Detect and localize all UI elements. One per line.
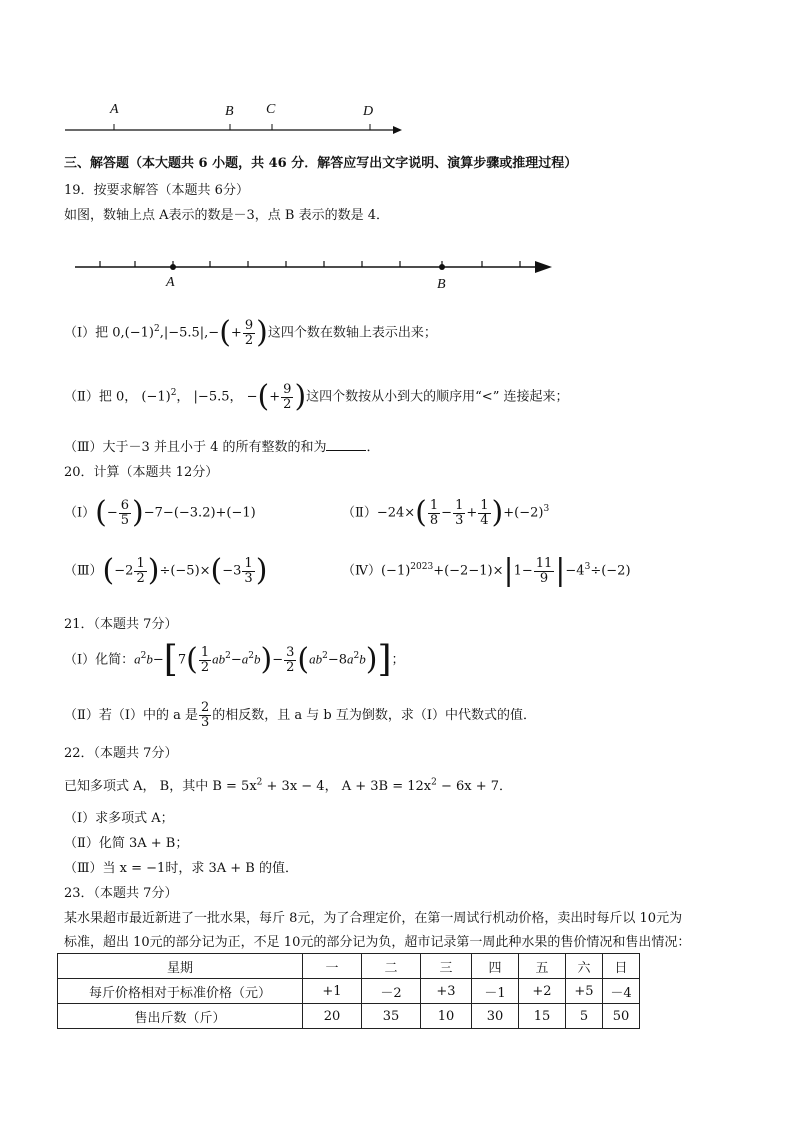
q20-title: 20．计算（本题共 12分）	[64, 465, 219, 480]
q22-intro: 已知多项式 A， B，其中 $B = 5x^2 + 3x - 4$， $A + 3B = 12x^2 - 6x + 7$．	[64, 777, 513, 794]
table-cell: +5	[566, 979, 603, 1004]
table-cell: 每斤价格相对于标准价格（元）	[58, 979, 303, 1004]
q21-part1: （Ⅰ）化简：$a^2b-[7$( $\frac{1}{2}$ $ab^2-a^2b)-$ $\frac{3}{2}$ $(ab^2-8a^2b)$]；	[64, 639, 405, 680]
q23-para2: 标准，超出 10元的部分记为正，不足 10元的部分记为负，超市记录第一周此种水果的售价情况和售出情况：	[64, 935, 691, 950]
q19-label-b: B	[437, 277, 446, 292]
q22-title: 22．（本题共 7分）	[64, 746, 178, 761]
table-cell: 五	[519, 954, 566, 979]
table-cell: 35	[362, 1004, 421, 1029]
q19-label-a: A	[166, 275, 175, 290]
point-label-b: B	[225, 104, 234, 119]
table-cell: 5	[566, 1004, 603, 1029]
q20-expr-2: （Ⅱ）−24×( $\frac{1}{8}$ − $\frac{1}{3}$ + $\frac{1}{4}$ )$+(-2)^3$	[342, 495, 550, 530]
table-cell: 四	[472, 954, 519, 979]
point-label-a: A	[110, 102, 119, 117]
point-label-c: C	[266, 102, 276, 117]
q23-title: 23．（本题共 7分）	[64, 886, 178, 901]
table-cell: 15	[519, 1004, 566, 1029]
table-cell: －2	[362, 979, 421, 1004]
table-row	[58, 1004, 640, 1029]
q22-part1: （Ⅰ）求多项式 A；	[64, 811, 174, 826]
q22-part2: （Ⅱ）化简 3A + B；	[64, 836, 189, 851]
table-cell: 售出斤数（斤）	[58, 1004, 303, 1029]
table-cell: 30	[472, 1004, 519, 1029]
table-cell: +1	[303, 979, 362, 1004]
table-cell: 20	[303, 1004, 362, 1029]
table-cell: 二	[362, 954, 421, 979]
q20-expr-4: $(Ⅳ)(-1)^{2023}+(-2-1)\times|1-$ $\frac{11}{9}$ $|-4^3\div(-2)$	[342, 553, 631, 588]
table-header-row	[58, 954, 640, 979]
table-cell: 50	[603, 1004, 640, 1029]
q19-part3: （Ⅲ）大于－3 并且小于 4 的所有整数的和为 ．	[64, 440, 380, 455]
q21-title: 21．（本题共 7分）	[64, 617, 178, 632]
q19-title: 19．按要求解答（本题共 6分）	[64, 183, 249, 198]
point-label-d: D	[363, 104, 374, 119]
q20-expr-1: （Ⅰ）(− $\frac{6}{5}$ )−7−(−3.2)+(−1)	[64, 495, 256, 530]
table-cell: 10	[421, 1004, 472, 1029]
table-cell: +3	[421, 979, 472, 1004]
price-table	[57, 953, 640, 1029]
table-cell: 一	[303, 954, 362, 979]
table-cell: 日	[603, 954, 640, 979]
q19-part1: （Ⅰ）把 $0,(-1)^2,|-5.5|,-(+$ $\frac{9}{2}$ )这四个数在数轴上表示出来；	[64, 315, 437, 350]
q19-number-line	[70, 252, 560, 282]
section-title: 三、解答题（本大题共 6 小题，共 46 分．解答应写出文字说明、演算步骤或推理过程）	[64, 156, 578, 171]
table-row	[58, 979, 640, 1004]
table-cell: +2	[519, 979, 566, 1004]
q21-part2: （Ⅱ）若（Ⅰ）中的 a 是 $\frac{2}{3}$ 的相反数，且 a 与 b 互为倒数，求（Ⅰ）中代数式的值．	[64, 700, 537, 730]
q22-part3: （Ⅲ）当 x = −1时，求 3A + B 的值．	[64, 861, 298, 876]
q19-part2: （Ⅱ）把 0， $(-1)^2$， |−5.5， −(+ $\frac{9}{2}$ )这四个数按从小到大的顺序用“<” 连接起来；	[64, 379, 569, 414]
q23-para1: 某水果超市最近新进了一批水果，每斤 8元，为了合理定价，在第一周试行机动价格，卖出时每斤以 10元为	[64, 911, 683, 926]
q19-intro: 如图，数轴上点 A表示的数是－3，点 B 表示的数是 4．	[64, 208, 390, 223]
table-cell: －1	[472, 979, 519, 1004]
table-cell: 星期	[58, 954, 303, 979]
table-cell: －4	[603, 979, 640, 1004]
table-cell: 六	[566, 954, 603, 979]
q20-expr-3: （Ⅲ）(−2 $\frac{1}{2}$ )÷(−5)×(−3 $\frac{1}{3}$ )	[64, 553, 268, 588]
table-cell: 三	[421, 954, 472, 979]
